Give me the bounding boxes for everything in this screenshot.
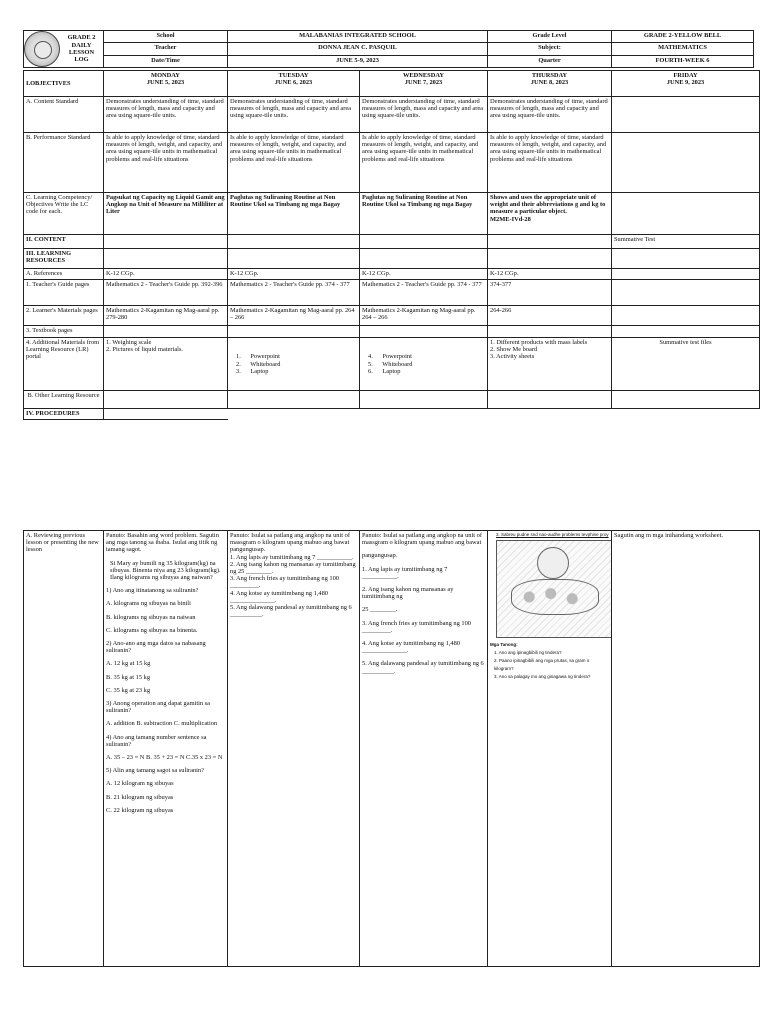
content-row (24, 235, 760, 249)
learners-materials-label: 2. Learner's Materials pages (24, 306, 104, 326)
competency-label: C. Learning Competency/ Objectives Write the LC code for each. (24, 193, 104, 235)
dll-title-line2: DAILY LESSON (68, 41, 95, 56)
content-standard-row (24, 97, 760, 133)
additional-materials-row (24, 338, 760, 391)
textbook-label: 3. Textbook pages (24, 326, 104, 338)
references-mon: K-12 CGp. (104, 269, 228, 280)
performance-standard-thu: Is able to apply knowledge of time, standard measures of length, weight, and capacity, and area using square-tile units in mathematical problems and real-life situations (488, 133, 612, 193)
date-value: JUNE 5-9, 2023 (228, 55, 488, 67)
review-thu-q1: 1. Ano ang ipinagbibili ng tindera? (494, 649, 562, 655)
competency-code: M2ME-IVd-28 (490, 215, 531, 223)
content-standard-tue: Demonstrates understanding of time, standard measures of length, mass and capacity and area using square-tile units. (228, 97, 360, 133)
review-mon: Panuto: Basahin ang word problem. Sagutin ang mga tanong sa ibaba. Isulat ang titik ng tamang sagot. Si Mary ay bumili ng 35 kilogram(kg) na sibuyas. Binenta niya ang 23 kilogram(kg). Ilang kilograms ng sibuyas ang naiwan? 1) Ano ang itinatanong sa suliranin? A. kilograms ng sibuyas na binili B. kilograms ng sibuyas na naiwan C. kilograms ng sibuyas na binenta. 2) Ano-ano ang mga datos sa nabasang suliranin? A. 12 kg at 15 kg B. 35 kg at 15 kg C. 35 kg at 23 kg 3) Anong operation ang dapat gamitin sa suliranin? A. addition B. subtraction C. multiplication 4) Ano ang tamang number sentence sa suliranin? A. 35 – 23 = N B. 35 + 23 = N C.35 x 23 = N 5) Alin ang tamang sagot sa suliranin? A. 12 kilogram ng sibuyas B. 21 kilogram ng sibuyas C. 22 kilogram ng sibuyas (104, 531, 228, 967)
review-thu (488, 531, 612, 967)
review-thu-q3: 3. Ano sa palagay mo ang ginagawa ng tindera? (494, 673, 591, 679)
additional-materials-thu: 1. Different products with mass labels 2. Show Me board 3. Activity sheets (488, 338, 612, 391)
learning-resources-row (24, 249, 760, 269)
day-thursday: THURSDAY JUNE 8, 2023 (488, 71, 612, 97)
procedures-label: IV. PROCEDURES (24, 409, 104, 420)
competency-row (24, 193, 760, 235)
teachers-guide-tue: Mathematics 2 - Teacher's Guide pp. 374 - 377 (228, 280, 360, 306)
teachers-guide-row (24, 280, 760, 306)
subject-value: MATHEMATICS (612, 43, 754, 55)
additional-materials-fri: Summative test files (612, 338, 760, 391)
teachers-guide-thu: 374-377 (488, 280, 612, 306)
teachers-guide-label: 1. Teacher's Guide pages (24, 280, 104, 306)
day-tuesday: TUESDAY JUNE 6, 2023 (228, 71, 360, 97)
dll-title-line3: LOG (74, 56, 89, 64)
teachers-guide-wed: Mathematics 2 - Teacher's Guide pp. 374 - 377 (360, 280, 488, 306)
review-tue: Panuto: Isulat sa patlang ang angkop na unit of massgram o kilogram upang mabuo ang bawat pangungusap. 1. Ang lapis ay tumitimbang ng 7 ___________. 2. Ang isang kahon ng mansanas ay tumitimbang ng 25 ________. 3. Ang french fries ay tumitimbang ng 100 _________. 4. Ang kotse ay tumitimbang ng 1,480 ______________. 5. Ang dalawang pandesal ay tumitimbang ng 6 __________. (228, 531, 360, 967)
content-standard-label: A. Content Standard (24, 97, 104, 133)
content-fri: Summative Test (612, 235, 760, 249)
review-label: A. Reviewing previous lesson or presenting the new lesson (24, 531, 104, 967)
competency-thu: Shows and uses the appropriate unit of weight and their abbreviations g and kg to measure a particular object. M2ME-IVd-28 (488, 193, 612, 235)
review-thu-sub: Mga Tanong: (490, 642, 518, 647)
review-thu-caption: 3. Sabreu pudne snd nao-audhe problems tevphine proy (496, 532, 609, 537)
header-logo-cell (24, 31, 104, 68)
additional-materials-label: 4. Additional Materials from Learning Resource (LR) portal (24, 338, 104, 391)
lesson-table-procedures (23, 530, 760, 967)
learners-materials-thu: 264-266 (488, 306, 612, 326)
competency-mon: Pagsukat ng Capacity ng Liquid Gamit ang Angkop na Unit of Measure na Milliliter at Liter (104, 193, 228, 235)
performance-standard-label: B. Performance Standard (24, 133, 104, 193)
deped-seal-icon (24, 31, 60, 67)
fruit-vendor-illustration (496, 540, 612, 638)
learners-materials-wed: Mathematics 2-Kagamitan ng Mag-aaral pp. 264 – 266 (360, 306, 488, 326)
review-fri: Sagutin ang m mga inihandang worksheet. (612, 531, 760, 967)
additional-materials-mon: 1. Weighing scale 2. Pictures of liquid materials. (104, 338, 228, 391)
performance-standard-tue: Is able to apply knowledge of time, standard measures of length, weight, and capacity, and area using square-tile units in mathematical problems and real-life situations (228, 133, 360, 193)
learning-resources-label: III. LEARNING RESOURCES (24, 249, 104, 269)
additional-materials-tue: 1. Powerpoint 2. Whiteboard 3. Laptop (228, 338, 360, 391)
review-row (24, 531, 760, 967)
review-thu-q2: 2. Paano ipinagbibili ang mga prutas, sa gram o kilogram? (494, 657, 590, 671)
teacher-label: Teacher (104, 43, 228, 55)
objectives-label: I.OBJECTIVES (24, 71, 104, 97)
procedures-row (24, 409, 760, 420)
day-friday: FRIDAY JUNE 9, 2023 (612, 71, 760, 97)
teacher-value: DONNA JEAN C. PASQUIL (228, 43, 488, 55)
dll-title-line1: GRADE 2 (67, 34, 96, 42)
review-wed: Panuto: Isulat sa patlang ang angkop na unit of massgram o kilogram upang mabuo ang bawat pangungusap. 1. Ang lapis ay tumitimbang ng 7 ___________. 2. Ang isang kahon ng mansanas ay tumitimbang ng 25 ________. 3. Ang french fries ay tumitimbang ng 100 _________. 4. Ang kotse ay tumitimbang ng 1,480 ______________. 5. Ang dalawang pandesal ay tumitimbang ng 6 __________. (360, 531, 488, 967)
learners-materials-row (24, 306, 760, 326)
references-row (24, 269, 760, 280)
quarter-label: Quarter (488, 55, 612, 67)
competency-tue: Paglutas ng Suliraning Routine at Non Routine Ukol sa Timbang ng mga Bagay (228, 193, 360, 235)
references-thu: K-12 CGp. (488, 269, 612, 280)
learners-materials-tue: Mathematics 2-Kagamitan ng Mag-aaral pp. 264 – 266 (228, 306, 360, 326)
content-standard-wed: Demonstrates understanding of time, standard measures of length, mass and capacity and area using square-tile units. (360, 97, 488, 133)
references-label: A. References (24, 269, 104, 280)
quarter-value: FOURTH-WEEK 6 (612, 55, 754, 67)
day-wednesday: WEDNESDAY JUNE 7, 2023 (360, 71, 488, 97)
performance-standard-wed: Is able to apply knowledge of time, standard measures of length, weight, and capacity, and area using square-tile units in mathematical problems and real-life situations (360, 133, 488, 193)
day-monday: MONDAY JUNE 5, 2023 (104, 71, 228, 97)
days-row (24, 71, 760, 97)
textbook-row (24, 326, 760, 338)
lesson-table-top (23, 70, 760, 420)
references-wed: K-12 CGp. (360, 269, 488, 280)
performance-standard-mon: Is able to apply knowledge of time, standard measures of length, weight, and capacity, and area using square-tile units in mathematical problems and real-life situations (104, 133, 228, 193)
school-label: School (104, 31, 228, 43)
content-label: II. CONTENT (24, 235, 104, 249)
other-resources-row (24, 391, 760, 409)
other-resources-label: B. Other Learning Resource (24, 391, 104, 409)
school-value: MALABANIAS INTEGRATED SCHOOL (228, 31, 488, 43)
content-standard-mon: Demonstrates understanding of time, standard measures of length, mass and capacity and area using square-tile units. (104, 97, 228, 133)
grade-level-value: GRADE 2-YELLOW BELL (612, 31, 754, 43)
performance-standard-row (24, 133, 760, 193)
content-standard-thu: Demonstrates understanding of time, standard measures of length, mass and capacity and area using square-tile units. (488, 97, 612, 133)
header-table (23, 30, 754, 68)
additional-materials-wed: 4. Powerpoint 5. Whiteboard 6. Laptop (360, 338, 488, 391)
competency-wed: Paglutas ng Suliraning Routine at Non Routine Ukol sa Timbang ng mga Bagay (360, 193, 488, 235)
subject-label: Subject: (488, 43, 612, 55)
date-label: Date/Time (104, 55, 228, 67)
teachers-guide-mon: Mathematics 2 - Teacher's Guide pp. 392-396 (104, 280, 228, 306)
learners-materials-mon: Mathematics 2-Kagamitan ng Mag-aaral pp. 279-280 (104, 306, 228, 326)
grade-level-label: Grade Level (488, 31, 612, 43)
references-tue: K-12 CGp. (228, 269, 360, 280)
